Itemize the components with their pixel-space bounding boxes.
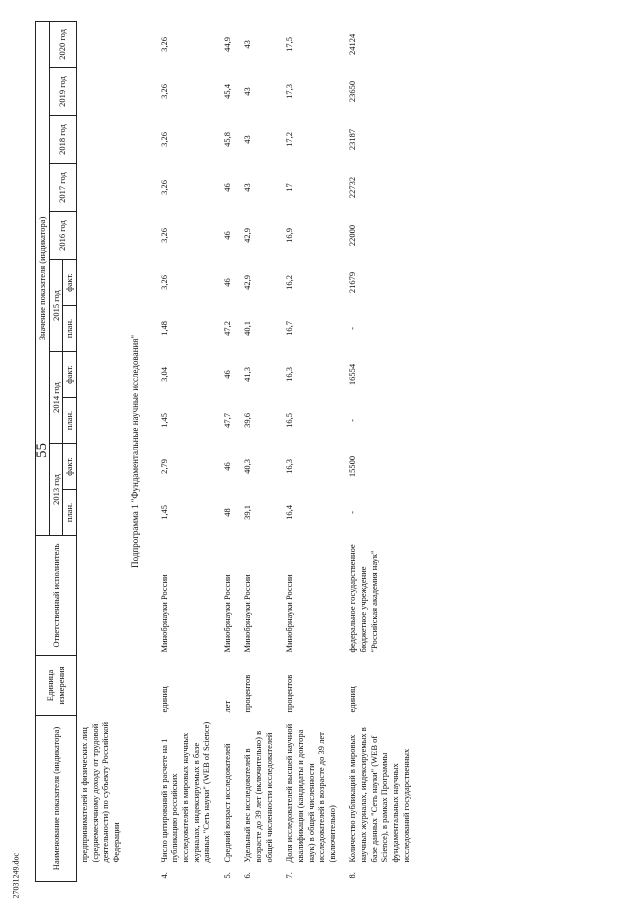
table-row: [213, 21, 234, 881]
value-2016: 16,9: [284, 228, 295, 243]
row-executor: Минобрнауки России: [284, 574, 295, 653]
value-2019: 3,26: [158, 84, 169, 99]
value-2015-plan: 16,7: [284, 321, 295, 336]
row-unit: процентов: [284, 674, 295, 713]
row-number: 5.: [221, 872, 232, 879]
value-2019: 43: [242, 87, 253, 96]
continuation-row: [76, 21, 122, 881]
header-plan-2014: план.: [63, 397, 77, 443]
header-plan-2013: план.: [63, 489, 77, 535]
row-unit: процентов: [242, 674, 253, 713]
value-2014-plan: 39,6: [242, 413, 253, 428]
value-2013-fact: 15500: [347, 455, 358, 478]
value-2017: 22732: [347, 176, 358, 199]
value-2018: 3,26: [158, 132, 169, 147]
value-2017: 43: [242, 183, 253, 192]
value-2014-fact: 46: [221, 370, 232, 379]
row-unit: лет: [221, 700, 232, 713]
value-2016: 22000: [347, 224, 358, 247]
value-2014-fact: 41,3: [242, 367, 253, 382]
value-2019: 17,3: [284, 84, 295, 99]
value-2014-plan: 16,5: [284, 413, 295, 428]
value-2017: 46: [221, 183, 232, 192]
row-unit: единиц: [158, 686, 169, 713]
value-2015-plan: 40,1: [242, 321, 253, 336]
header-value-group: Значение показателя (индикатора): [36, 21, 50, 535]
value-2013-fact: 46: [221, 462, 232, 471]
row-indicator-name: Удельный вес исследователей в возрасте до 39 лет (включительно) в общей численности исследователей: [242, 730, 274, 863]
header-year-2020: 2020 год: [49, 21, 76, 67]
value-2014-fact: 3,04: [158, 367, 169, 382]
header-year-2015: 2015 год: [49, 259, 63, 351]
header-year-2013: 2013 год: [49, 443, 63, 535]
subprogram-title: Подпрограмма 1 "Фундаментальные научные исследования": [130, 334, 141, 568]
value-2014-fact: 16554: [347, 363, 358, 386]
value-2018: 17,2: [284, 132, 295, 147]
table-row: [275, 21, 338, 881]
header-fact-2014: факт.: [63, 351, 77, 397]
value-2016: 46: [221, 231, 232, 240]
header-year-2018: 2018 год: [49, 115, 76, 163]
header-year-2019: 2019 год: [49, 67, 76, 115]
value-2020: 3,26: [158, 36, 169, 52]
row-executor: Минобрнауки России: [221, 574, 232, 653]
value-2020: 44,9: [221, 36, 232, 52]
indicators-table: [35, 21, 412, 882]
value-2013-plan: 48: [221, 508, 232, 517]
value-2018: 23187: [347, 128, 358, 151]
value-2015-plan: 47,2: [221, 321, 232, 336]
value-2013-plan: -: [347, 511, 358, 514]
row-number: 6.: [242, 872, 253, 879]
header-executor: Ответственный исполнитель: [36, 535, 77, 655]
value-2018: 43: [242, 135, 253, 144]
row-executor: Минобрнауки России: [242, 574, 253, 653]
value-2016: 3,26: [158, 228, 169, 243]
header-plan-2015: план.: [63, 305, 77, 351]
value-2016: 42,9: [242, 228, 253, 243]
row-executor: федеральное государственное бюджетное учреждение "Российская академия наук": [347, 544, 379, 653]
rotated-table-container: [35, 22, 605, 882]
header-name: Наименование показателя (индикатора): [36, 715, 77, 881]
value-2014-plan: 47,7: [221, 413, 232, 428]
value-2017: 17: [284, 183, 295, 192]
value-2013-fact: 2,79: [158, 459, 169, 474]
header-year-2017: 2017 год: [49, 163, 76, 211]
value-2013-fact: 40,3: [242, 459, 253, 474]
row-number: 7.: [284, 872, 295, 879]
footer-filename: 27031249.doc: [11, 852, 21, 899]
row-unit: единиц: [347, 686, 358, 713]
table-row: [150, 21, 213, 881]
row-indicator-name: Число цитирований в расчете на 1 публикацию российских исследователей в мировых научных журналах, индексируемых в базе данных "Сеть науки" (WEB of Science): [158, 721, 212, 863]
value-2015-plan: 1,48: [158, 321, 169, 336]
header-year-2016: 2016 год: [49, 211, 76, 259]
value-2015-fact: 46: [221, 278, 232, 287]
row-indicator-name: Средний возраст исследователей: [221, 743, 232, 863]
value-2015-fact: 3,26: [158, 275, 169, 290]
table-row: [338, 21, 412, 881]
value-2015-fact: 21679: [347, 271, 358, 294]
row-indicator-name: Доля исследователей высшей научной квалификации (кандидаты и доктора наук) в общей численности исследователей в возрасте до 39 лет (включительно): [284, 723, 337, 863]
row-executor: Минобрнауки России: [158, 574, 169, 653]
table-header: [36, 21, 77, 881]
value-2014-plan: 1,45: [158, 413, 169, 428]
value-2015-fact: 42,9: [242, 275, 253, 290]
value-2014-fact: 16,3: [284, 367, 295, 382]
continuation-text: предпринимателей и физических лиц (среднемесячному доходу от трудовой деятельности) по субъекту Российской Федерации: [78, 721, 121, 863]
value-2014-plan: -: [347, 419, 358, 422]
value-2018: 45,8: [221, 132, 232, 147]
header-fact-2015: факт.: [63, 259, 77, 305]
value-2013-fact: 16,3: [284, 459, 295, 474]
value-2013-plan: 16,4: [284, 505, 295, 520]
table-row: [233, 21, 275, 881]
value-2020: 43: [242, 40, 253, 49]
value-2017: 3,26: [158, 180, 169, 195]
row-indicator-name: Количество публикаций в мировых научных журналах, индексируемых в базе данных "Сеть науки" (WEB of Science), в рамках Программы фундаментальных научных исследований государственных: [347, 727, 411, 863]
header-fact-2013: факт.: [63, 443, 77, 489]
page-number: 55: [34, 443, 50, 458]
value-2019: 23650: [347, 80, 358, 103]
value-2020: 17,5: [284, 36, 295, 52]
value-2015-fact: 16,2: [284, 275, 295, 290]
value-2013-plan: 1,45: [158, 505, 169, 520]
header-unit: Единица измерения: [36, 655, 77, 715]
row-number: 4.: [158, 872, 169, 879]
value-2020: 24124: [347, 33, 358, 56]
value-2015-plan: -: [347, 327, 358, 330]
subprogram-row: [122, 21, 149, 881]
value-2019: 45,4: [221, 84, 232, 99]
header-year-2014: 2014 год: [49, 351, 63, 443]
row-number: 8.: [347, 872, 358, 879]
value-2013-plan: 39,1: [242, 505, 253, 520]
